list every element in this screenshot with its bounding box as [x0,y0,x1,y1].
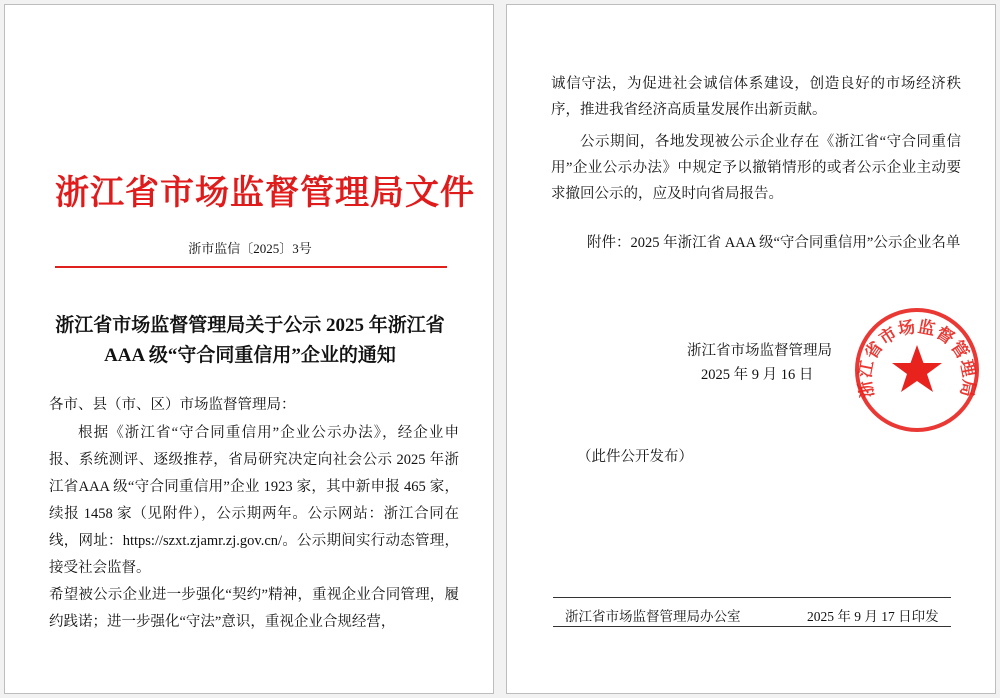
notice-title-line-1: 浙江省市场监督管理局关于公示 2025 年浙江省 [55,315,445,336]
body-line: 网址：https://szxt.zjamr.zj.gov.cn/。公示期间实行动态管理，接受社 [49,533,460,576]
signature-org: 浙江省市场监督管理局 [687,343,832,359]
document-header-title: 浙江省市场监督管理局文件 [55,175,475,212]
attachment-paragraph [587,231,967,255]
footer-date: 2025 年 9 月 17 日印发 [807,609,939,624]
body-line: 用”企业公示办法》中规定予以撤销情形的或者公示企业主动要 [551,160,961,176]
official-seal-stamp [852,305,982,435]
body-line: 理，履约践诺；进一步强化“守法”意识，重视企业合规经营， [49,587,459,630]
body-paragraph-3 [551,129,961,207]
red-divider [55,266,447,268]
body-line: 诚信守法，为促进社会诚信体系建设，创造良好的市场经济秩序， [551,76,961,118]
body-line: 求撤回公示的，应及时向省局报告。 [551,186,783,202]
body-line: 系统测评、逐级推荐，省局研究决定向社会公示 2025 年浙江省 [49,452,460,495]
body-line: 希望被公示企业进一步强化“契约”精神，重视企业合同管 [49,587,416,603]
footer-office: 浙江省市场监督管理局办公室 [565,609,741,624]
body-line: 公示期间，各地发现被公示企业存在《浙江省“守合同重信 [580,134,961,150]
body-line: 根据《浙江省“守合同重信用”企业公示办法》，经企业申报、 [49,425,459,468]
body-paragraph-1 [49,420,459,636]
body-line: AAA 级“守合同重信用”企业 1923 家，其中新申报 465 家，续 [49,479,460,522]
attachment-line: 单 [945,235,961,251]
attachment-line: 附件：2025 年浙江省 AAA 级“守合同重信用”公示企业名 [587,235,946,251]
body-line: 会监督。 [92,560,151,576]
salutation: 各市、县（市、区）市场监督管理局： [49,397,296,413]
stamp-text: 浙江省市场监督管理局 [855,317,979,400]
document-page-2 [506,4,996,694]
publication-note: （此件公开发布） [577,449,693,465]
signature-date: 2025 年 9 月 16 日 [701,367,814,383]
document-page-1 [4,4,494,694]
notice-title-line-2: AAA 级“守合同重信用”企业的通知 [104,345,396,366]
body-paragraph-2 [551,71,961,123]
footer-rule-bottom [553,626,951,627]
footer-rule-top [553,597,951,598]
document-number: 浙市监信〔2025〕3号 [188,241,312,256]
body-line: 报 1458 家（见附件），公示期两年。公示网站：浙江合同在线， [49,506,460,549]
body-line: 推进我省经济高质量发展作出新贡献。 [580,102,827,118]
star-icon [892,345,942,392]
